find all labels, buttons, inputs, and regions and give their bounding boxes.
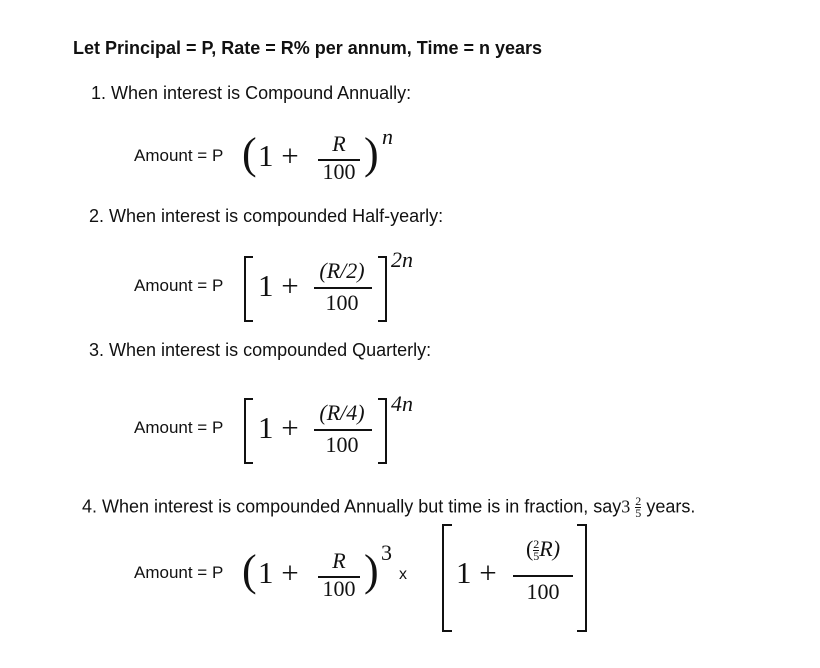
formula-4-numerator-2-open: ( [525, 536, 534, 561]
item-4-title-unit: years. [646, 496, 696, 517]
formula-1-open-paren: ( [242, 129, 257, 178]
formula-4-open-paren: ( [242, 546, 257, 595]
formula-2-exponent: 2n [391, 247, 413, 272]
formula-2-denominator: 100 [325, 290, 359, 315]
formula-4-numerator-2-rest: R) [539, 536, 561, 561]
formula-3-fraction-bar [314, 429, 372, 431]
item-4-title-fraction [635, 496, 641, 519]
formula-4-close-bracket [577, 524, 587, 632]
formula-4-close-paren: ) [364, 546, 379, 595]
formula-4-exponent: 3 [381, 540, 392, 565]
formula-4-one-plus: 1 + [258, 555, 299, 590]
formula-4-open-bracket [442, 524, 452, 632]
formula-4-times: x [399, 566, 407, 583]
formula-3-numerator: (R/4) [319, 400, 365, 425]
formula-3-exponent: 4n [391, 391, 413, 416]
formula-2-one-plus: 1 + [258, 268, 299, 303]
formula-1-amount: Amount = P [134, 146, 224, 165]
formula-1-close-paren: ) [364, 129, 379, 178]
formula-3-close-bracket [378, 398, 387, 464]
formula-1-exponent: n [382, 124, 393, 149]
formula-3-denominator: 100 [325, 432, 359, 457]
formula-2-close-bracket [378, 256, 387, 322]
formula-4-one-plus-2: 1 + [456, 555, 497, 590]
formula-2-numerator: (R/2) [319, 258, 365, 283]
formula-4-denominator: 100 [322, 576, 356, 601]
formula-1-numerator: R [332, 131, 346, 156]
formula-4-amount: Amount = P [134, 563, 224, 582]
item-2-title: 2. When interest is compounded Half-yearly: [89, 206, 444, 226]
formula-1-denominator: 100 [322, 159, 356, 184]
formula-4-numerator-2-den: 5 [533, 549, 540, 564]
formula-4-numerator: R [332, 548, 346, 573]
item-4-title-text: 4. When interest is compounded Annually but time is in fraction, say [82, 496, 622, 517]
formula-4-numerator-2 [510, 536, 576, 562]
formula-1-one-plus: 1 + [258, 138, 299, 173]
item-1-title: 1. When interest is Compound Annually: [91, 83, 412, 103]
item-4-title-whole: 3 [621, 496, 631, 517]
formula-4-denominator-2: 100 [526, 579, 560, 604]
item-4-title [82, 496, 695, 519]
item-4-title-fraction-num: 2 [635, 494, 642, 508]
formula-4-fraction-bar-2 [513, 575, 573, 577]
formula-2-fraction-bar [314, 287, 372, 289]
formula-3-amount: Amount = P [134, 418, 224, 437]
page-heading: Let Principal = P, Rate = R% per annum, Time = n years [73, 38, 543, 58]
formula-2-amount: Amount = P [134, 276, 224, 295]
formula-3-one-plus: 1 + [258, 410, 299, 445]
formula-3-open-bracket [244, 398, 253, 464]
item-4-title-fraction-den: 5 [635, 506, 642, 520]
formula-4-numerator-2-num: 2 [533, 537, 540, 552]
formula-2-open-bracket [244, 256, 253, 322]
item-3-title: 3. When interest is compounded Quarterly: [89, 340, 432, 360]
